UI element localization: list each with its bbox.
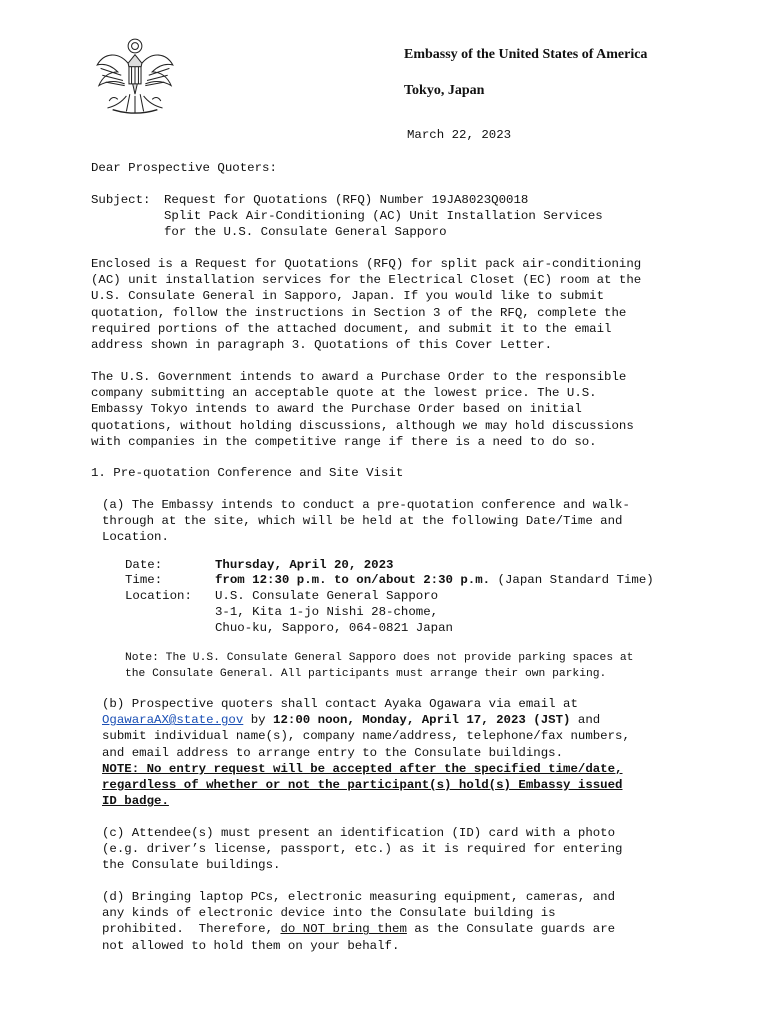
text-line: (AC) unit installation services for the Electrical Closet (EC) room at the bbox=[91, 273, 642, 288]
entry-warning-line: ID badge. bbox=[102, 794, 169, 809]
date-value: Thursday, April 20, 2023 bbox=[215, 558, 394, 572]
subject-label: Subject: bbox=[91, 193, 151, 207]
text-line: Embassy Tokyo intends to award the Purchase Order based on initial bbox=[91, 402, 582, 417]
text-line: the Consulate General. All participants must arrange their own parking. bbox=[125, 668, 607, 680]
text-line: Note: The U.S. Consulate General Sapporo does not provide parking spaces at bbox=[125, 652, 634, 664]
paragraph-enclosed bbox=[91, 256, 641, 353]
text-line: quotations, without holding discussions, although we may hold discussions bbox=[91, 418, 634, 433]
text-line: submit individual name(s), company name/address, telephone/fax numbers, bbox=[102, 729, 630, 744]
text-fragment: by bbox=[243, 713, 274, 728]
section-heading: 1. Pre-quotation Conference and Site Visit bbox=[91, 466, 404, 480]
text-line: Enclosed is a Request for Quotations (RFQ) for split pack air-conditioning bbox=[91, 257, 642, 271]
location-value bbox=[215, 588, 453, 636]
address-line: U.S. Consulate General Sapporo bbox=[215, 589, 439, 603]
entry-warning-line: regardless of whether or not the participant(s) hold(s) Embassy issued bbox=[102, 778, 623, 793]
address-line: 3-1, Kita 1-jo Nishi 28-chome, bbox=[215, 605, 439, 619]
text-line: with companies in the competitive range if there is a need to do so. bbox=[91, 434, 597, 449]
text-line: and email address to arrange entry to the Consulate buildings. bbox=[102, 745, 564, 760]
text-line: U.S. Consulate General in Sapporo, Japan. If you would like to submit bbox=[91, 289, 605, 304]
item-c bbox=[102, 825, 623, 874]
subject-line: Split Pack Air-Conditioning (AC) Unit Installation Services bbox=[164, 209, 603, 224]
item-a bbox=[102, 497, 630, 546]
text-line: (c) Attendee(s) must present an identification (ID) card with a photo bbox=[102, 826, 616, 840]
salutation: Dear Prospective Quoters: bbox=[91, 161, 277, 175]
date-label: Date: bbox=[125, 558, 163, 572]
parking-note bbox=[125, 650, 633, 682]
text-line: address shown in paragraph 3. Quotations of this Cover Letter. bbox=[91, 338, 553, 353]
text-line: through at the site, which will be held at the following Date/Time and bbox=[102, 514, 623, 529]
contact-email-link[interactable]: OgawaraAX@state.gov bbox=[102, 713, 244, 728]
text-fragment: prohibited. Therefore, bbox=[102, 922, 281, 937]
text-line: quotation, follow the instructions in Section 3 of the RFQ, complete the bbox=[91, 305, 627, 320]
time-value bbox=[215, 572, 654, 588]
subject-block bbox=[164, 192, 603, 241]
text-fragment: and bbox=[570, 713, 601, 728]
eagle-seal-icon bbox=[92, 34, 178, 120]
text-line: The U.S. Government intends to award a Purchase Order to the responsible bbox=[91, 370, 627, 384]
text-line: Location. bbox=[102, 530, 169, 545]
time-range: from 12:30 p.m. to on/about 2:30 p.m. bbox=[215, 573, 491, 587]
time-zone-note: (Japan Standard Time) bbox=[490, 573, 654, 587]
text-line: (d) Bringing laptop PCs, electronic measuring equipment, cameras, and bbox=[102, 890, 616, 904]
deadline-text: 12:00 noon, Monday, April 17, 2023 (JST) bbox=[273, 713, 571, 728]
text-line: required portions of the attached document, and submit it to the email bbox=[91, 321, 612, 336]
subject-line: Request for Quotations (RFQ) Number 19JA8023Q0018 bbox=[164, 193, 529, 207]
address-line: Chuo-ku, Sapporo, 064-0821 Japan bbox=[215, 621, 453, 635]
item-b bbox=[102, 696, 630, 809]
letter-date: March 22, 2023 bbox=[407, 128, 512, 142]
subject-line: for the U.S. Consulate General Sapporo bbox=[164, 225, 447, 240]
location-label: Location: bbox=[125, 589, 192, 603]
text-line: company submitting an acceptable quote at the lowest price. The U.S. bbox=[91, 386, 597, 401]
text-line: the Consulate buildings. bbox=[102, 858, 281, 873]
text-line: (b) Prospective quoters shall contact Ayaka Ogawara via email at bbox=[102, 697, 578, 711]
embassy-location: Tokyo, Japan bbox=[404, 83, 485, 98]
item-d bbox=[102, 889, 615, 954]
entry-warning-line: NOTE: No entry request will be accepted after the specified time/date, bbox=[102, 761, 623, 776]
text-line: any kinds of electronic device into the Consulate building is bbox=[102, 906, 556, 921]
paragraph-award bbox=[91, 369, 634, 450]
do-not-bring-emphasis: do NOT bring them bbox=[280, 922, 407, 937]
time-label: Time: bbox=[125, 573, 163, 587]
embassy-name: Embassy of the United States of America bbox=[404, 47, 648, 62]
text-line: (a) The Embassy intends to conduct a pre-quotation conference and walk- bbox=[102, 498, 630, 512]
text-line: not allowed to hold them on your behalf. bbox=[102, 938, 400, 953]
text-fragment: as the Consulate guards are bbox=[406, 922, 616, 937]
text-line: (e.g. driver’s license, passport, etc.) as it is required for entering bbox=[102, 842, 623, 857]
